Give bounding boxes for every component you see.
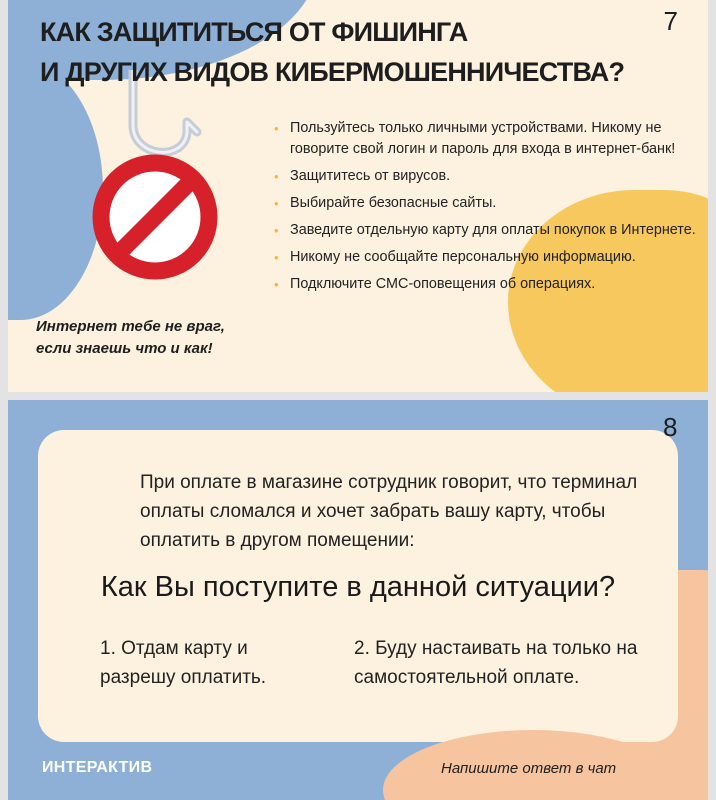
title-line-2: И ДРУГИХ ВИДОВ КИБЕРМОШЕННИЧЕСТВА? [40,57,625,87]
page-number: 8 [663,412,678,442]
tip-item: • Подключите СМС-оповещения об операциях. [280,274,700,295]
tip-item: • Пользуйтесь только личными устройствами. Никому не говорите свой логин и пароль для входа в интернет-банк! [280,118,700,160]
slogan-line-1: Интернет тебе не враг, [36,318,225,335]
slogan-line-2: если знаешь что и как! [36,340,213,357]
tip-item: • Защититесь от вирусов. [280,166,700,187]
question-prompt: Как Вы поступите в данной ситуации? [100,571,616,603]
tip-item: • Никому не сообщайте персональную информацию. [280,247,700,268]
call-to-action: Напишите ответ в чат [441,760,617,777]
prohibition-sign-icon [88,150,222,284]
tip-item: • Заведите отдельную карту для оплаты покупок в Интернете. [280,220,700,241]
page-number: 7 [663,6,678,36]
answer-option-2: 2. Буду настаивать на только на самостоятельной оплате. [354,638,638,688]
tips-list [280,118,700,301]
slide-8 [8,400,708,800]
tip-item: • Выбирайте безопасные сайты. [280,193,700,214]
answer-option-1: 1. Отдам карту и разрешу оплатить. [100,638,267,688]
title-line-1: КАК ЗАЩИТИТЬСЯ ОТ ФИШИНГА [40,17,468,47]
situation-text: При оплате в магазине сотрудник говорит, что терминал оплаты сломался и хочет забрать вашу карту, чтобы оплатить в другом помещении: [140,472,638,551]
interactive-label: ИНТЕРАКТИВ [42,759,153,776]
slide-title [40,12,624,92]
slogan [36,316,266,360]
slide-7 [8,0,708,392]
